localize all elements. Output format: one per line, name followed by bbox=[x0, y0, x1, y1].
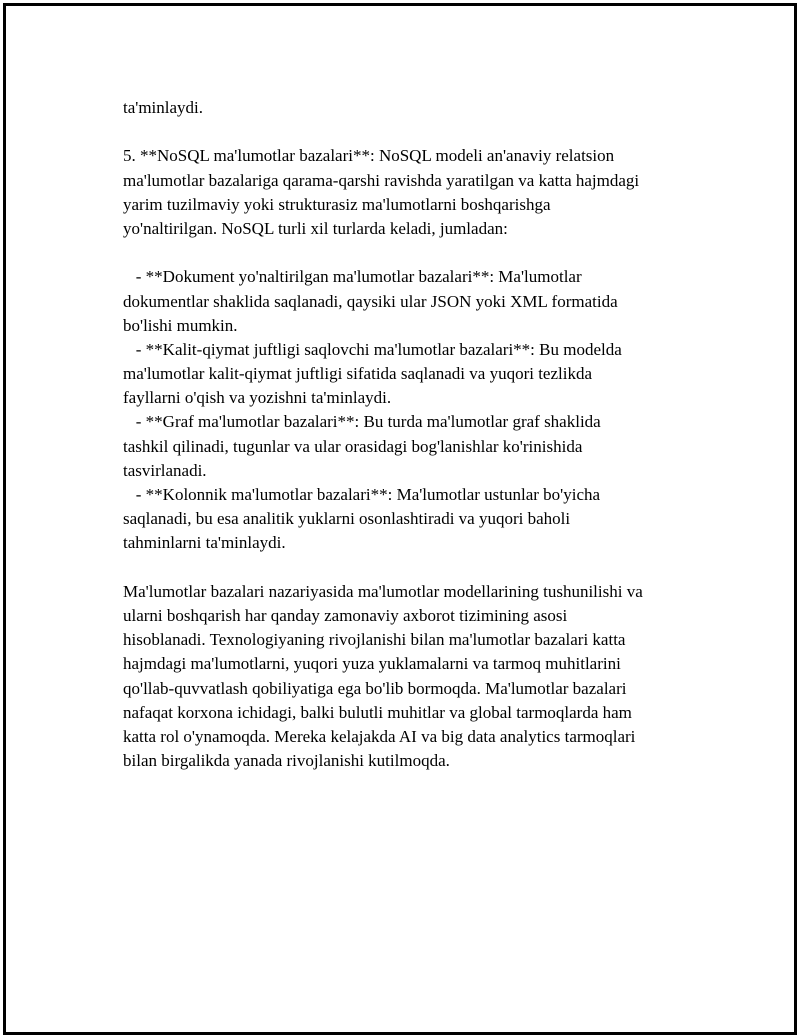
text-line: yarim tuzilmaviy yoki strukturasiz ma'lumotlarni boshqarishga bbox=[123, 194, 551, 214]
text-line: tasvirlanadi. bbox=[123, 460, 207, 480]
text-line: 5. **NoSQL ma'lumotlar bazalari**: NoSQL modeli an'anaviy relatsion bbox=[123, 146, 615, 166]
text-line: Ma'lumotlar bazalari nazariyasida ma'lumotlar modellarining tushunilishi va bbox=[123, 581, 643, 601]
text-line: hajmdagi ma'lumotlarni, yuqori yuza yuklamalarni va tarmoq muhitlarini bbox=[123, 654, 621, 674]
text-line: nafaqat korxona ichidagi, balki bulutli muhitlar va global tarmoqlarda ham bbox=[123, 702, 632, 722]
text-line: dokumentlar shaklida saqlanadi, qaysiki ular JSON yoki XML formatida bbox=[123, 291, 618, 311]
list-item-columnar-db: - **Kolonnik ma'lumotlar bazalari**: Ma'lumotlar ustunlar bo'yicha bbox=[123, 485, 601, 504]
nosql-types-list bbox=[123, 265, 743, 555]
text-line: bilan birgalikda yanada rivojlanishi kutilmoqda. bbox=[123, 751, 450, 771]
text-line: saqlanadi, bu esa analitik yuklarni osonlashtiradi va yuqori baholi bbox=[123, 509, 571, 529]
list-item-document-db: - **Dokument yo'naltirilgan ma'lumotlar bazalari**: Ma'lumotlar bbox=[123, 267, 582, 287]
paragraph-nosql-intro bbox=[123, 144, 743, 241]
paragraph-gap bbox=[123, 120, 743, 144]
page-frame bbox=[3, 3, 797, 1035]
text-line: yo'naltirilgan. NoSQL turli xil turlarda keladi, jumladan: bbox=[123, 218, 508, 238]
text-line: fayllarni o'qish va yozishni ta'minlaydi. bbox=[123, 388, 392, 408]
paragraph-gap bbox=[123, 241, 743, 265]
text-line: ma'lumotlar kalit-qiymat juftligi sifatida saqlanadi va yuqori tezlikda bbox=[123, 364, 593, 384]
document-body bbox=[123, 96, 743, 773]
text-line: qo'llab-quvvatlash qobiliyatiga ega bo'lib bormoqda. Ma'lumotlar bazalari bbox=[123, 678, 627, 698]
text-line: ta'minlaydi. bbox=[123, 98, 204, 117]
list-item-graph-db: - **Graf ma'lumotlar bazalari**: Bu turda ma'lumotlar graf shaklida bbox=[123, 412, 601, 432]
text-line: ularni boshqarish har qanday zamonaviy axborot tizimining asosi bbox=[123, 605, 568, 625]
paragraph-conclusion bbox=[123, 580, 743, 774]
text-line: katta rol o'ynamoqda. Mereka kelajakda AI va big data analytics tarmoqlari bbox=[123, 726, 636, 746]
text-line: hisoblanadi. Texnologiyaning rivojlanishi bilan ma'lumotlar bazalari katta bbox=[123, 630, 626, 650]
text-line: ma'lumotlar bazalariga qarama-qarshi ravishda yaratilgan va katta hajmdagi bbox=[123, 170, 640, 190]
paragraph-gap bbox=[123, 556, 743, 580]
list-item-key-value-db: - **Kalit-qiymat juftligi saqlovchi ma'lumotlar bazalari**: Bu modelda bbox=[123, 339, 622, 359]
text-line: tahminlarni ta'minlaydi. bbox=[123, 533, 286, 553]
text-line: bo'lishi mumkin. bbox=[123, 315, 238, 335]
paragraph-continuation bbox=[123, 96, 743, 120]
text-line: tashkil qilinadi, tugunlar va ular orasidagi bog'lanishlar ko'rinishida bbox=[123, 436, 583, 456]
